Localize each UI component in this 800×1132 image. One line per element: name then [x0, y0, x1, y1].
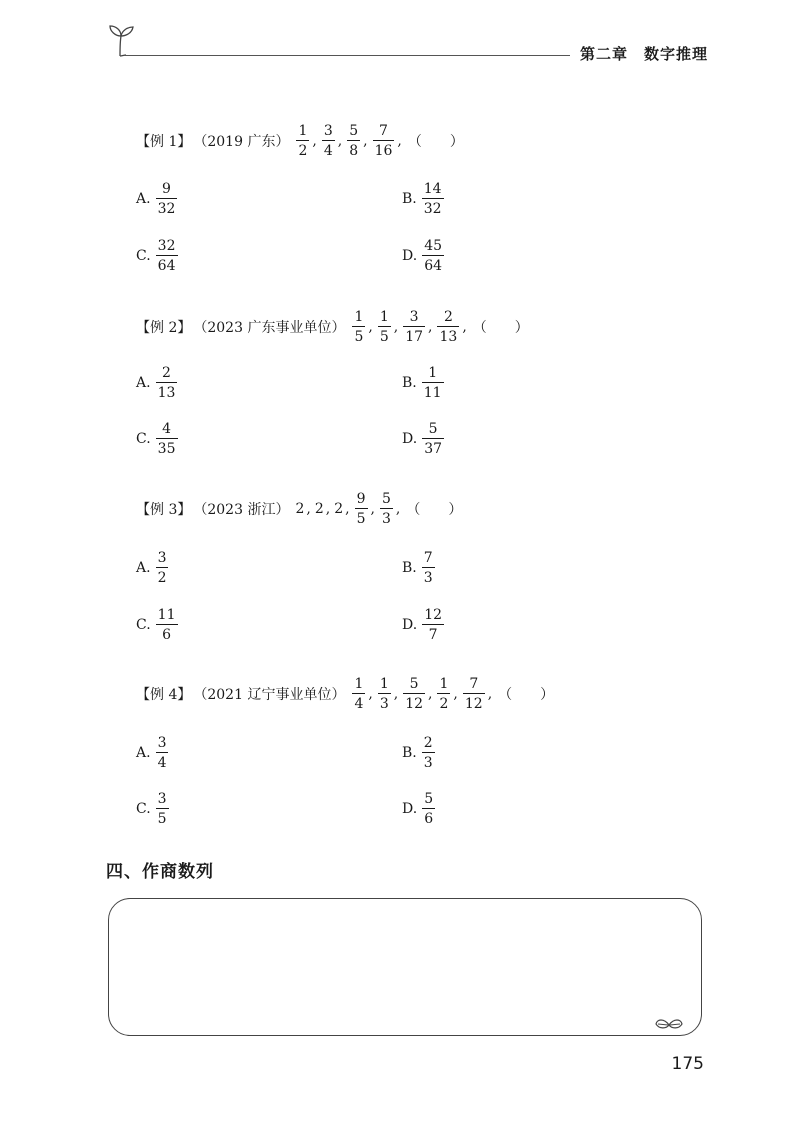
- example-tag: 【例 4】: [136, 687, 192, 703]
- example-source: （2023 浙江）: [193, 502, 290, 518]
- example-3-question: 【例 3】 （2023 浙江） 2 , 2 , 2 , $\frac{9}{5}$ , $\frac{5}{3}$ , （ ）: [136, 491, 463, 527]
- sequence-term: $\frac{9}{5}$: [356, 491, 366, 527]
- option-a: A. $\frac{3}{2}$: [136, 550, 167, 586]
- option-d: D. $\frac{5}{6}$: [402, 791, 434, 827]
- example-1-question: 【例 1】 （2019 广东） $\frac{1}{2}$ , $\frac{3}{4}$ , $\frac{5}{8}$ , $\frac{7}{16}$ , （ ）: [136, 123, 464, 159]
- chapter-number: 第二章: [580, 45, 629, 63]
- notes-box[interactable]: [108, 898, 702, 1036]
- option-c: C. $\frac{11}{6}$: [136, 607, 176, 643]
- option-b: B. $\frac{2}{3}$: [402, 735, 433, 771]
- sequence-term: $\frac{1}{4}$: [354, 676, 364, 712]
- sequence-term: 2: [314, 501, 324, 517]
- option-c: C. $\frac{4}{35}$: [136, 421, 176, 457]
- answer-blank: （ ）: [472, 320, 529, 336]
- sequence-term: $\frac{7}{16}$: [374, 123, 393, 159]
- example-source: （2023 广东事业单位）: [193, 320, 346, 336]
- chapter-title: [580, 43, 708, 64]
- sequence-term: $\frac{1}{5}$: [379, 309, 389, 345]
- option-c: C. $\frac{3}{5}$: [136, 791, 167, 827]
- sequence-term: $\frac{1}{5}$: [354, 309, 364, 345]
- sequence-term: $\frac{5}{8}$: [349, 123, 359, 159]
- answer-blank: （ ）: [498, 687, 555, 703]
- option-b: B. $\frac{14}{32}$: [402, 181, 442, 217]
- option-d: D. $\frac{5}{37}$: [402, 421, 443, 457]
- sequence-term: $\frac{5}{3}$: [381, 491, 391, 527]
- page-number: 175: [671, 1054, 704, 1074]
- option-d: D. $\frac{12}{7}$: [402, 607, 443, 643]
- example-source: （2019 广东）: [193, 134, 290, 150]
- sequence-term: $\frac{2}{13}$: [439, 309, 458, 345]
- sequence-term: $\frac{1}{2}$: [298, 123, 308, 159]
- section-title: 四、作商数列: [106, 862, 214, 882]
- option-b: B. $\frac{7}{3}$: [402, 550, 433, 586]
- option-b: B. $\frac{1}{11}$: [402, 365, 442, 401]
- option-a: A. $\frac{9}{32}$: [136, 181, 176, 217]
- example-2-question: 【例 2】 （2023 广东事业单位） $\frac{1}{5}$ , $\frac{1}{5}$ , $\frac{3}{17}$ , $\frac{2}{13}$ , （ ）: [136, 309, 529, 345]
- example-tag: 【例 3】: [136, 502, 192, 518]
- option-d: D. $\frac{45}{64}$: [402, 238, 443, 274]
- sequence-term: $\frac{1}{3}$: [379, 676, 389, 712]
- sequence-term: 2: [334, 501, 344, 517]
- sequence-term: $\frac{5}{12}$: [405, 676, 424, 712]
- example-source: （2021 辽宁事业单位）: [193, 687, 346, 703]
- answer-blank: （ ）: [407, 134, 464, 150]
- example-tag: 【例 1】: [136, 134, 192, 150]
- example-tag: 【例 2】: [136, 320, 192, 336]
- sequence-term: $\frac{3}{17}$: [405, 309, 424, 345]
- sequence-term: $\frac{7}{12}$: [464, 676, 483, 712]
- option-a: A. $\frac{2}{13}$: [136, 365, 176, 401]
- sprout-icon: [106, 22, 136, 58]
- header-rule: [124, 55, 570, 56]
- option-a: A. $\frac{3}{4}$: [136, 735, 167, 771]
- sequence-term: 2: [295, 501, 305, 517]
- sequence-term: $\frac{3}{4}$: [323, 123, 333, 159]
- answer-blank: （ ）: [406, 502, 463, 518]
- option-c: C. $\frac{32}{64}$: [136, 238, 176, 274]
- leaf-icon: [654, 1015, 684, 1033]
- example-4-question: 【例 4】 （2021 辽宁事业单位） $\frac{1}{4}$ , $\frac{1}{3}$ , $\frac{5}{12}$ , $\frac{1}{2}$ , $\frac{7}{12}$ , （ ）: [136, 676, 555, 712]
- sequence-term: $\frac{1}{2}$: [439, 676, 449, 712]
- chapter-topic: 数字推理: [644, 45, 709, 63]
